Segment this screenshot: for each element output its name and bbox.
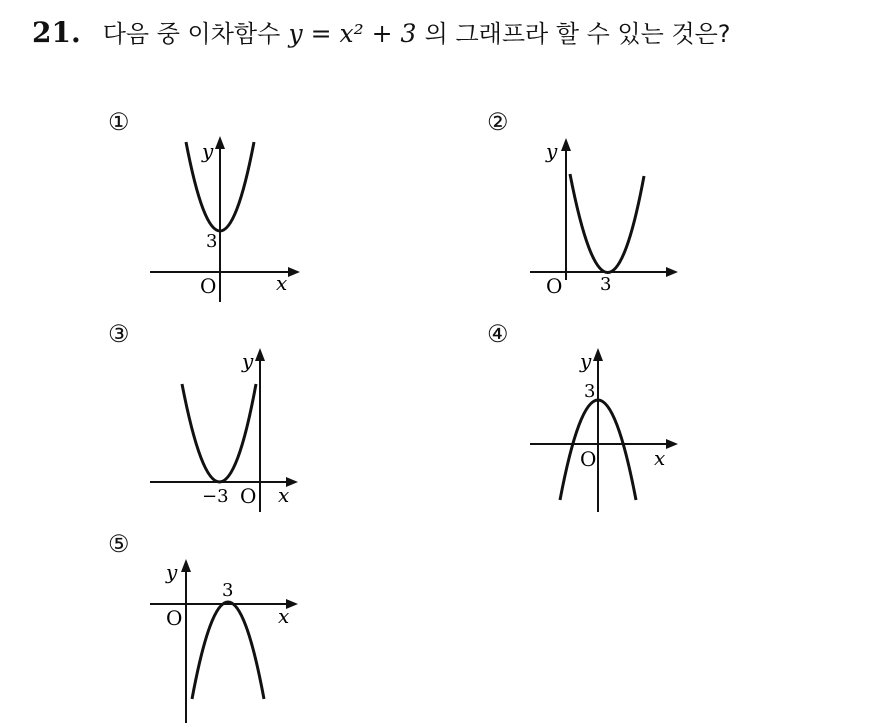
- choice-2-graph: [520, 130, 690, 305]
- y-axis-label: y: [242, 349, 254, 373]
- choice-2-marker[interactable]: ②: [487, 108, 509, 136]
- y-axis-arrow: [255, 348, 265, 361]
- x-axis-label: x: [278, 604, 290, 628]
- x-axis-arrow: [666, 267, 678, 277]
- origin-label: O: [166, 606, 183, 630]
- x-intercept-label: −3: [202, 486, 229, 507]
- question-text-before: 다음 중 이차함수: [102, 20, 281, 48]
- y-axis-label: y: [202, 139, 214, 163]
- choice-1-marker[interactable]: ①: [108, 108, 130, 136]
- y-axis-label: y: [166, 560, 178, 584]
- choice-3-marker[interactable]: ③: [108, 320, 130, 348]
- y-axis-arrow: [593, 348, 603, 361]
- y-axis-arrow: [181, 559, 191, 572]
- parabola-curve: [192, 602, 264, 699]
- x-axis-arrow: [666, 439, 678, 449]
- question: [32, 14, 731, 49]
- x-intercept-label: 3: [222, 580, 234, 601]
- parabola-curve: [570, 174, 644, 273]
- y-axis-label: y: [546, 139, 558, 163]
- origin-label: O: [546, 274, 563, 298]
- x-intercept-label: 3: [600, 274, 612, 295]
- choice-4-graph: [520, 340, 690, 520]
- y-axis-arrow: [215, 136, 225, 149]
- parabola-curve: [182, 384, 256, 482]
- y-axis-arrow: [561, 138, 571, 151]
- choice-3-graph: [140, 340, 310, 520]
- question-number: 21.: [32, 16, 81, 49]
- choice-1-graph: [140, 130, 310, 305]
- x-axis-label: x: [276, 271, 288, 295]
- y-axis-label: y: [580, 349, 592, 373]
- x-axis-label: x: [654, 446, 666, 470]
- choice-5-graph: [140, 555, 310, 725]
- y-intercept-label: 3: [206, 231, 218, 252]
- question-equation: y = x² + 3: [288, 19, 417, 48]
- origin-label: O: [580, 447, 597, 471]
- origin-label: O: [240, 484, 257, 508]
- x-axis-label: x: [278, 483, 290, 507]
- choice-5-marker[interactable]: ⑤: [108, 530, 130, 558]
- question-text-after: 의 그래프라 할 수 있는 것은?: [424, 20, 731, 48]
- y-intercept-label: 3: [584, 381, 596, 402]
- choice-4-marker[interactable]: ④: [487, 320, 509, 348]
- origin-label: O: [200, 274, 217, 298]
- x-axis-arrow: [288, 267, 300, 277]
